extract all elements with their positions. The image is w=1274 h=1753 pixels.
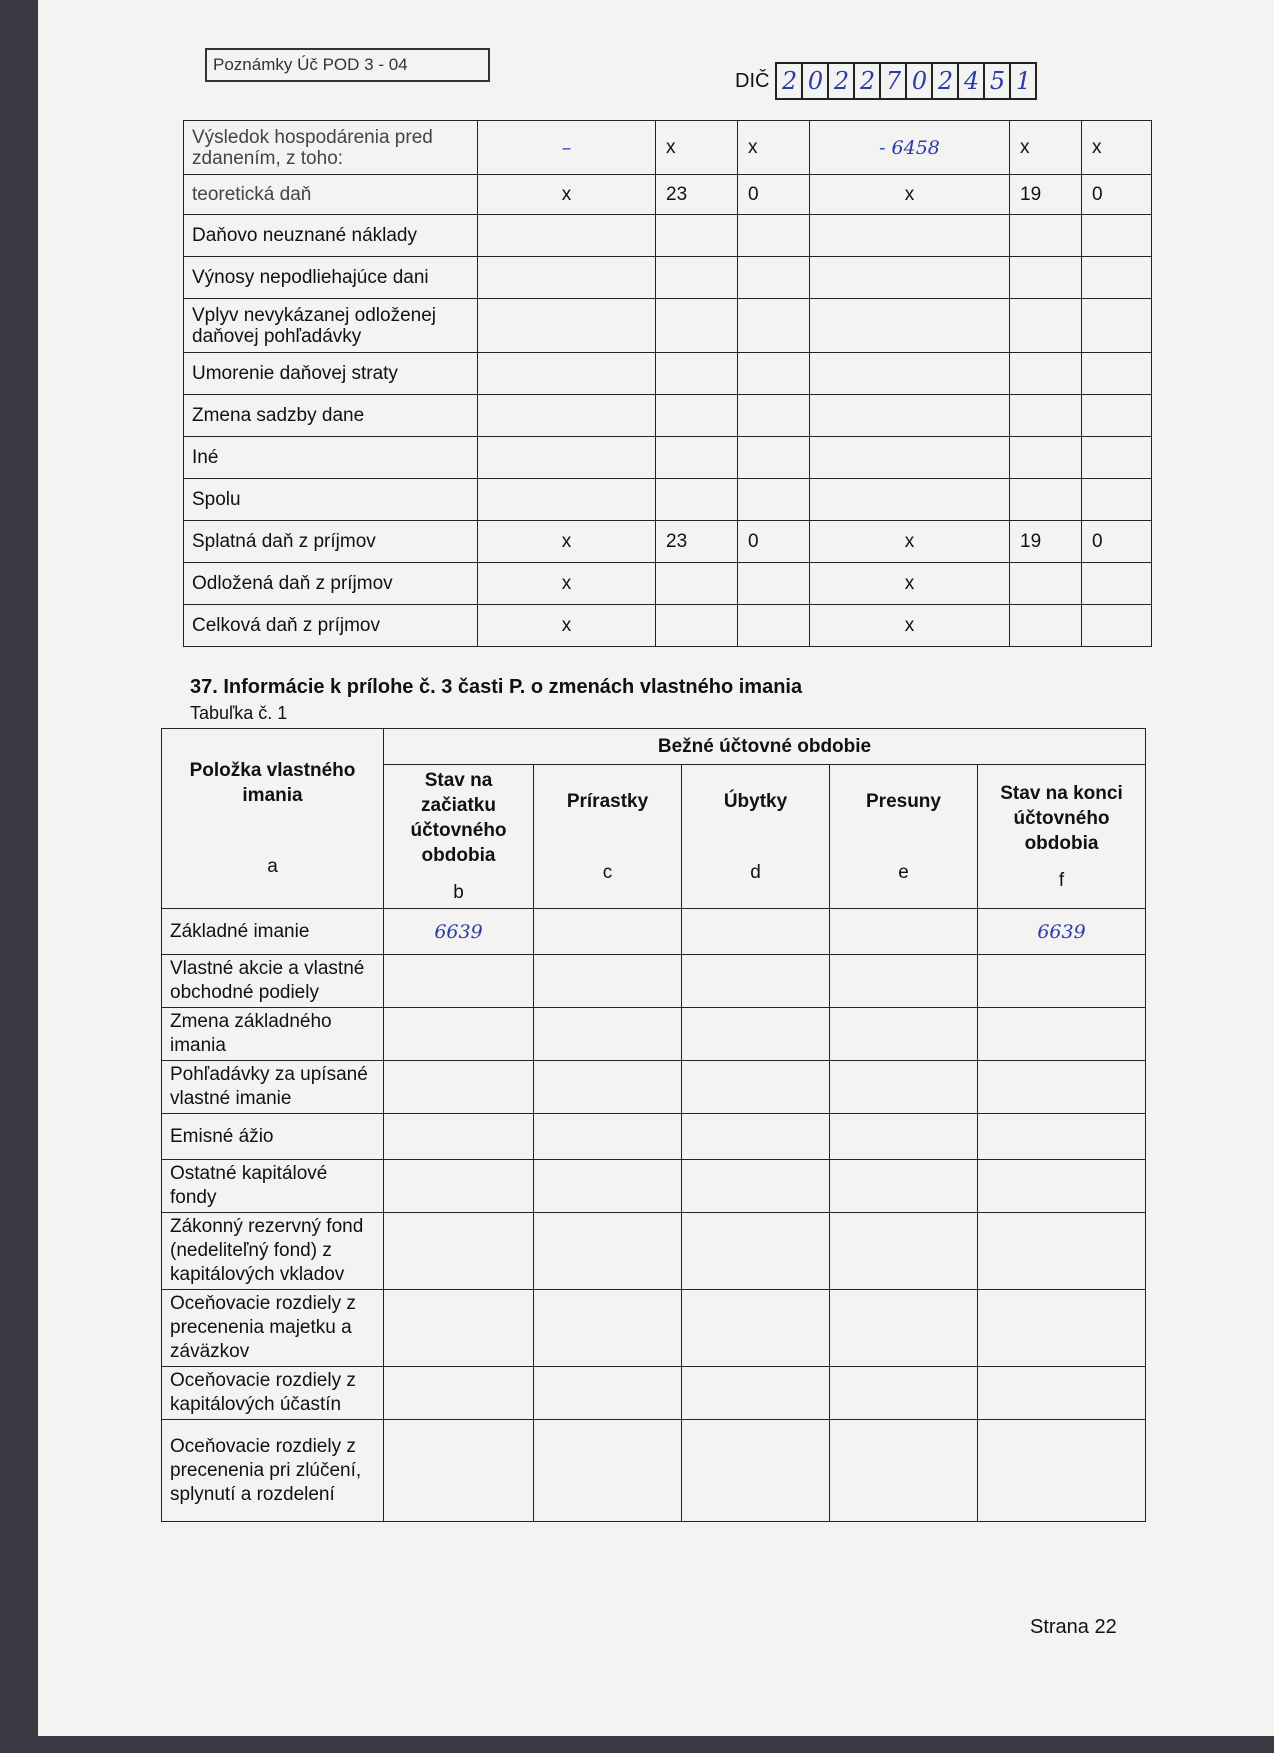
table-row [162,909,1146,955]
dic-field [735,60,1037,102]
value-cell [384,1160,534,1213]
value-cell: 6639 [384,909,534,955]
table-row [184,479,1152,521]
dic-digit: 0 [803,64,829,98]
table-row [184,437,1152,479]
value-cell [534,1367,682,1420]
row-label: Vlastné akcie a vlastné obchodné podiely [162,955,384,1008]
column-header-b: Stav na začiatku účtovného obdobia b [384,765,534,909]
value-cell [682,1290,830,1367]
value-cell [534,1290,682,1367]
value-cell [810,257,1010,299]
value-cell [978,1114,1146,1160]
value-cell [830,955,978,1008]
value-cell [978,1213,1146,1290]
value-cell [830,1061,978,1114]
value-cell [738,437,810,479]
row-label: Zmena sadzby dane [184,395,478,437]
value-cell [682,909,830,955]
value-cell [656,299,738,353]
value-cell [738,479,810,521]
form-code-box: Poznámky Úč POD 3 - 04 [205,48,490,82]
row-label: Ostatné kapitálové fondy [162,1160,384,1213]
value-cell [830,1008,978,1061]
value-cell [534,1160,682,1213]
value-cell [384,1420,534,1522]
table-row [162,1061,1146,1114]
value-cell [384,1290,534,1367]
value-cell: x [810,175,1010,215]
row-label: Pohľadávky za upísané vlastné imanie [162,1061,384,1114]
row-label: Spolu [184,479,478,521]
row-label: Výnosy nepodliehajúce dani [184,257,478,299]
value-cell [682,1160,830,1213]
value-cell [1010,299,1082,353]
value-cell [1082,437,1152,479]
table-row [162,1420,1146,1522]
row-label: Splatná daň z príjmov [184,521,478,563]
value-cell [384,1008,534,1061]
value-cell: x [478,521,656,563]
value-cell [1010,395,1082,437]
value-cell: 0 [738,521,810,563]
column-header-d: Úbytky d [682,765,830,909]
value-cell [1082,353,1152,395]
value-cell [978,1061,1146,1114]
value-cell: 19 [1010,521,1082,563]
value-cell [682,1061,830,1114]
value-cell [978,955,1146,1008]
table-row [184,257,1152,299]
value-cell: 0 [1082,521,1152,563]
value-cell [384,1367,534,1420]
value-cell [534,1420,682,1522]
value-cell [682,1008,830,1061]
value-cell [1010,479,1082,521]
value-cell [978,1367,1146,1420]
value-cell [1082,605,1152,647]
dic-digit: 0 [907,64,933,98]
column-header-f: Stav na konci účtovného obdobia f [978,765,1146,909]
value-cell [830,1114,978,1160]
row-label: Zmena základného imania [162,1008,384,1061]
row-label: teoretická daň [184,175,478,215]
row-label: Vplyv nevykázanej odloženej daňovej pohľadávky [184,299,478,353]
value-cell: x [1082,121,1152,175]
table-row [162,1008,1146,1061]
dic-label: DIČ [735,69,770,92]
value-cell: – [478,121,656,175]
value-cell: x [478,605,656,647]
column-header-c: Prírastky c [534,765,682,909]
value-cell: 0 [1082,175,1152,215]
row-label: Základné imanie [162,909,384,955]
value-cell [1010,215,1082,257]
value-cell [682,1114,830,1160]
value-cell [1082,299,1152,353]
row-label: Umorenie daňovej straty [184,353,478,395]
value-cell [738,215,810,257]
section-title: 37. Informácie k prílohe č. 3 časti P. o zmenách vlastného imania [190,676,803,698]
value-cell [830,1367,978,1420]
value-cell [534,955,682,1008]
value-cell [810,215,1010,257]
value-cell [1082,215,1152,257]
table-row [162,1160,1146,1213]
value-cell: 23 [656,521,738,563]
value-cell [1082,563,1152,605]
table-row [184,215,1152,257]
table-caption: Tabuľka č. 1 [190,703,288,723]
page-number: Strana 22 [1030,1616,1117,1638]
table-row [162,1367,1146,1420]
value-cell [656,215,738,257]
dic-digit: 5 [985,64,1011,98]
value-cell [478,437,656,479]
value-cell [478,479,656,521]
row-label: Oceňovacie rozdiely z precenenia pri zlúčení, splynutí a rozdelení [162,1420,384,1522]
value-cell [978,1290,1146,1367]
dic-digit-boxes [775,62,1037,100]
value-cell [978,1008,1146,1061]
value-cell [830,1290,978,1367]
value-cell [1010,437,1082,479]
value-cell [478,353,656,395]
value-cell: x [478,175,656,215]
value-cell [1010,257,1082,299]
dic-digit: 4 [959,64,985,98]
value-cell [656,257,738,299]
row-label: Odložená daň z príjmov [184,563,478,605]
value-cell [656,395,738,437]
row-label: Celková daň z príjmov [184,605,478,647]
value-cell: x [656,121,738,175]
value-cell [656,605,738,647]
value-cell: 0 [738,175,810,215]
row-label: Zákonný rezervný fond (nedeliteľný fond) z kapitálových vkladov [162,1213,384,1290]
value-cell [1082,395,1152,437]
value-cell [810,437,1010,479]
value-cell: - 6458 [810,121,1010,175]
value-cell [1082,479,1152,521]
value-cell [1010,563,1082,605]
value-cell: x [810,563,1010,605]
dic-digit: 7 [881,64,907,98]
table-row [184,521,1152,563]
value-cell [534,1008,682,1061]
value-cell [810,353,1010,395]
value-cell: x [478,563,656,605]
value-cell [738,257,810,299]
value-cell [830,1213,978,1290]
value-cell [978,1160,1146,1213]
value-cell [682,1420,830,1522]
row-label: Iné [184,437,478,479]
table-row [162,955,1146,1008]
value-cell [534,909,682,955]
table-row [184,121,1152,175]
table-row [162,1290,1146,1367]
dic-digit: 2 [829,64,855,98]
value-cell [656,563,738,605]
value-cell: x [1010,121,1082,175]
value-cell [384,1213,534,1290]
dic-digit: 2 [933,64,959,98]
value-cell [478,215,656,257]
value-cell [738,353,810,395]
table-row [162,1213,1146,1290]
row-label: Oceňovacie rozdiely z precenenia majetku a záväzkov [162,1290,384,1367]
value-cell [682,955,830,1008]
value-cell [384,1061,534,1114]
value-cell [1010,605,1082,647]
value-cell [656,353,738,395]
table-row [184,395,1152,437]
value-cell [810,479,1010,521]
value-cell: x [810,521,1010,563]
value-cell [810,299,1010,353]
value-cell [478,395,656,437]
value-cell [1010,353,1082,395]
tax-reconciliation-table [183,120,1152,647]
value-cell [656,437,738,479]
value-cell [830,1160,978,1213]
table-row [184,605,1152,647]
value-cell [830,909,978,955]
value-cell [738,299,810,353]
value-cell [534,1114,682,1160]
value-cell [1082,257,1152,299]
table-row [162,1114,1146,1160]
value-cell: 23 [656,175,738,215]
row-label: Emisné ážio [162,1114,384,1160]
row-label: Oceňovacie rozdiely z kapitálových účastín [162,1367,384,1420]
table-row [184,563,1152,605]
value-cell [478,257,656,299]
current-period-header: Bežné účtovné obdobie [384,729,1146,765]
value-cell: x [810,605,1010,647]
value-cell [738,395,810,437]
value-cell [534,1213,682,1290]
value-cell [738,605,810,647]
table-row [184,299,1152,353]
value-cell [384,1114,534,1160]
value-cell [656,479,738,521]
value-cell [478,299,656,353]
value-cell [384,955,534,1008]
value-cell [978,1420,1146,1522]
value-cell [534,1061,682,1114]
table-row [184,175,1152,215]
value-cell [738,563,810,605]
value-cell [810,395,1010,437]
dic-digit: 2 [855,64,881,98]
value-cell [830,1420,978,1522]
equity-changes-table [161,728,1146,1522]
value-cell: 19 [1010,175,1082,215]
row-label: Výsledok hospodárenia pred zdanením, z toho: [184,121,478,175]
value-cell: x [738,121,810,175]
table-row [184,353,1152,395]
value-cell [682,1367,830,1420]
column-header-e: Presuny e [830,765,978,909]
row-label: Daňovo neuznané náklady [184,215,478,257]
value-cell [682,1213,830,1290]
item-column-header: Položka vlastného imania a [162,729,384,909]
dic-digit: 2 [777,64,803,98]
dic-digit: 1 [1011,64,1037,98]
value-cell: 6639 [978,909,1146,955]
